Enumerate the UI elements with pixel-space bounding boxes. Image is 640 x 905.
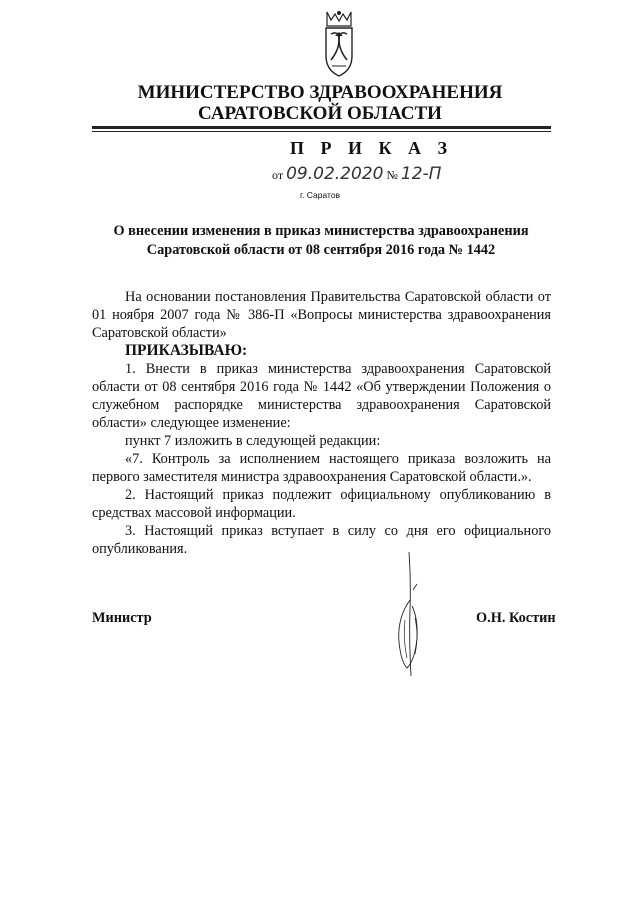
coat-of-arms-emblem [318, 10, 360, 78]
order-date-number [272, 164, 441, 184]
paragraph-1-line-4: области» следующее изменение: [92, 415, 291, 431]
number-prefix: № [386, 168, 398, 182]
signatory-name: О.Н. Костин [476, 610, 556, 626]
paragraph-2-line-1: 2. Настоящий приказ подлежит официальному опубликованию в [125, 487, 551, 503]
basis-line-2: 01 ноября 2007 года № 386-П «Вопросы министерства здравоохранения [92, 307, 551, 323]
order-subject [90, 222, 552, 260]
date-prefix: от [272, 168, 284, 182]
subject-line-1: О внесении изменения в приказ министерства здравоохранения [113, 223, 529, 239]
order-number-handwritten: 12-П [400, 164, 442, 184]
paragraph-1-line-1: 1. Внести в приказ министерства здравоохранения Саратовской [125, 361, 551, 377]
paragraph-1-line-2: области от 08 сентября 2016 года № 1442 «Об утверждении Положения о [92, 379, 551, 395]
header-rule-thick [92, 126, 551, 129]
ministry-name-line2: САРАТОВСКОЙ ОБЛАСТИ [198, 103, 442, 124]
paragraph-1-quote-line-2: первого заместителя министра здравоохранения Саратовской области.». [92, 469, 532, 485]
header-rule-thin [92, 131, 551, 132]
paragraph-1-subclause: пункт 7 изложить в следующей редакции: [125, 433, 381, 449]
subject-line-2: Саратовской области от 08 сентября 2016 года № 1442 [146, 242, 496, 258]
handwritten-signature [385, 550, 435, 680]
paragraph-3-line-1: 3. Настоящий приказ вступает в силу со дня его официального [125, 523, 551, 539]
prikazyvayu-heading: ПРИКАЗЫВАЮ: [125, 342, 248, 359]
ministry-name-line1: МИНИСТЕРСТВО ЗДРАВООХРАНЕНИЯ [137, 82, 503, 103]
paragraph-3-line-2: опубликования. [92, 541, 188, 557]
basis-line-1: На основании постановления Правительства Саратовской области от [125, 289, 551, 305]
city-label: г. Саратов [300, 190, 341, 200]
paragraph-1-quote-line-1: «7. Контроль за исполнением настоящего приказа возложить на [125, 451, 551, 467]
order-date-handwritten: 09.02.2020 [286, 164, 384, 184]
paragraph-2-line-2: средствах массовой информации. [92, 505, 296, 521]
document-title: П Р И К А З [290, 138, 454, 158]
basis-line-3: Саратовской области» [92, 325, 227, 341]
order-body [92, 288, 551, 558]
signatory-position: Министр [92, 610, 152, 626]
paragraph-1-line-3: служебном распорядке министерства здравоохранения Саратовской [92, 397, 551, 413]
